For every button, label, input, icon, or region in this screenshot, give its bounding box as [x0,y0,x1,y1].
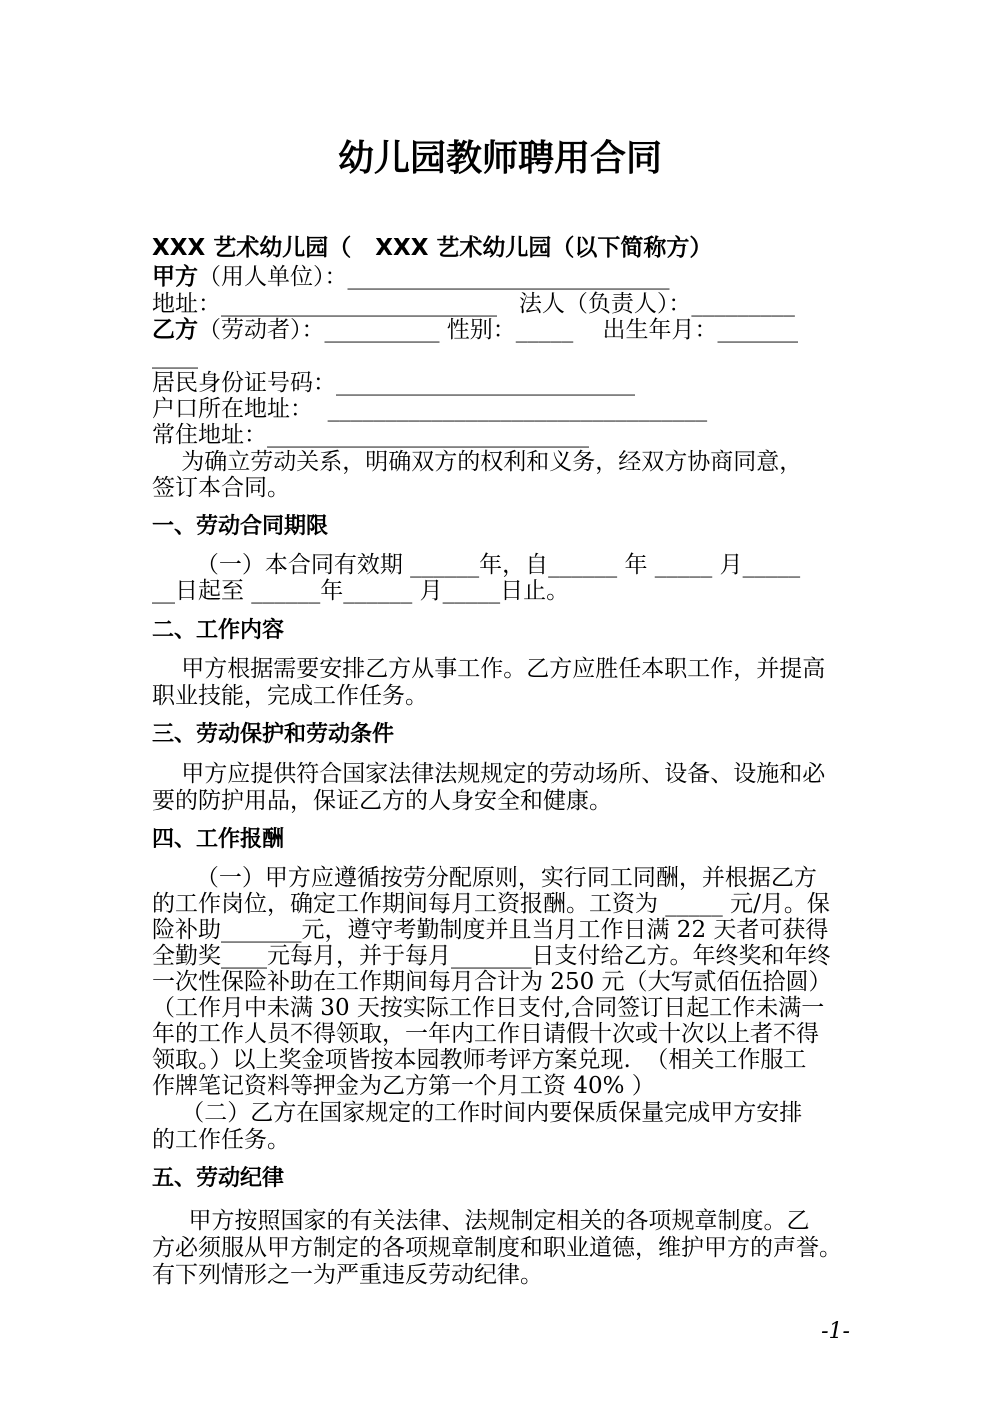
document-title: 幼儿园教师聘用合同 [337,138,662,179]
party-b-wrap-line: ____ [152,343,198,369]
section-4-line: 险补助_______元，遵守考勤制度并且当月工作日满 22 天者可获得 [152,917,829,943]
section-4-heading: 四、工作报酬 [152,827,285,852]
section-5-line: 有下列情形之一为严重违反劳动纪律。 [152,1262,543,1288]
section-3-heading: 三、劳动保护和劳动条件 [152,722,395,747]
section-2-line-2: 职业技能，完成工作任务。 [152,683,428,709]
section-4-line: 作牌笔记资料等押金为乙方第一个月工资 40% ） [152,1073,655,1099]
residence-address-line: 常住地址：____________________________ [152,422,589,448]
party-b-field: （劳动者）：__________ 性别：_____ 出生年月：_______ [198,317,799,343]
section-4-line: 领取。）以上奖金项皆按本园教师考评方案兑现. （相关工作服工 [152,1047,807,1073]
section-1-heading: 一、劳动合同期限 [152,514,329,539]
party-a-field: （用人单位）：____________________________ [198,264,670,290]
section-3-line-2: 要的防护用品，保证乙方的人身安全和健康。 [152,788,612,814]
section-4-line: （工作月中未满 30 天按实际工作日支付,合同签订日起工作未满一 [152,995,825,1021]
party-a-label: 甲方 [152,264,198,290]
id-number-line: 居民身份证号码：__________________________ [152,370,635,396]
page-number: -1- [821,1319,850,1344]
intro-paragraph-line-1: 为确立劳动关系，明确双方的权利和义务，经双方协商同意， [152,449,803,475]
section-4-line: （一）甲方应遵循按劳分配原则，实行同工同酬，并根据乙方 [152,865,817,891]
section-2-heading: 二、工作内容 [152,618,285,643]
section-4-line: 的工作岗位，确定工作期间每月工资报酬。工资为 _____ 元/月。保 [152,891,830,917]
section-1-line-1: （一）本合同有效期 ______年，自______ 年 _____ 月_____ [152,552,801,578]
section-1-line-2: __日起至 ______年______ 月_____日止。 [152,578,570,604]
section-4-line: 年的工作人员不得领取，一年内工作日请假十次或十次以上者不得 [152,1021,819,1047]
section-4-line: （二）乙方在国家规定的工作时间内要保质保量完成甲方安排 [152,1100,803,1126]
party-a-line [152,262,670,292]
address-line: 地址：________________________ 法人（负责人）：_________ [152,291,795,317]
section-5-line: 甲方按照国家的有关法律、法规制定相关的各项规章制度。乙 [152,1208,810,1234]
hukou-address-line: 户口所在地址： _________________________________ [152,396,708,422]
party-b-label: 乙方 [152,317,198,343]
section-4-line: 全勤奖____元每月，并于每月_______日支付给乙方。年终奖和年终 [152,943,831,969]
section-3-line-1: 甲方应提供符合国家法律法规规定的劳动场所、设备、设施和必 [152,761,826,787]
intro-paragraph-line-2: 签订本合同。 [152,475,290,501]
section-4-line: 的工作任务。 [152,1127,290,1153]
party-b-line [152,315,798,345]
section-5-line: 方必须服从甲方制定的各项规章制度和职业道德，维护甲方的声誉。 [152,1235,842,1261]
section-2-line-1: 甲方根据需要安排乙方从事工作。乙方应胜任本职工作，并提高 [152,656,826,682]
section-5-heading: 五、劳动纪律 [152,1166,285,1191]
section-4-line: 一次性保险补助在工作期间每月合计为 250 元（大写贰佰伍拾圆） [152,969,832,995]
school-name-line: XXX 艺术幼儿园（ XXX 艺术幼儿园（以下简称方） [152,235,713,261]
